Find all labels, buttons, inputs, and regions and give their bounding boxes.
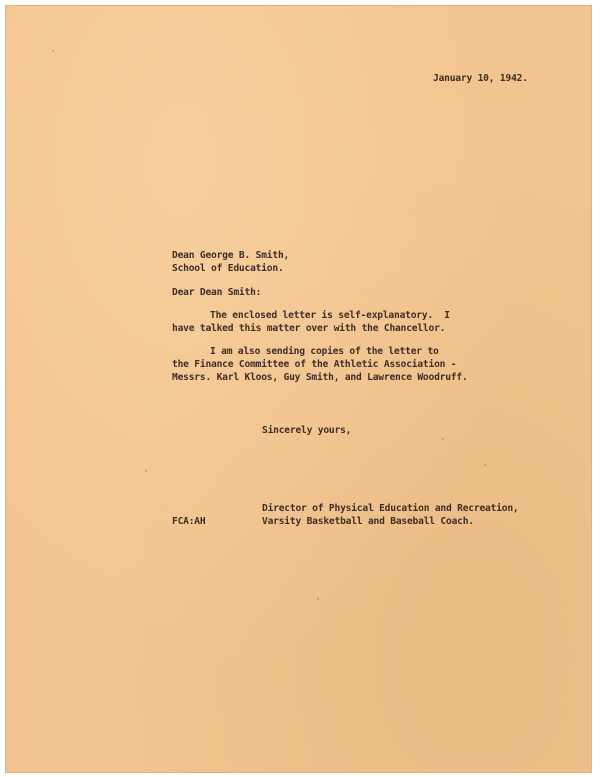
paper-speck	[484, 464, 486, 466]
letter-date: January 10, 1942.	[433, 73, 528, 84]
paper-speck	[442, 438, 444, 440]
signature-title-line-2: Varsity Basketball and Baseball Coach.	[262, 516, 474, 527]
paragraph-2-line-1: I am also sending copies of the letter to	[210, 346, 439, 357]
letter-page	[6, 6, 591, 772]
paper-speck	[317, 598, 319, 600]
salutation: Dear Dean Smith:	[172, 287, 262, 298]
recipient-school: School of Education.	[172, 263, 284, 274]
paragraph-2-line-3: Messrs. Karl Kloos, Guy Smith, and Lawrence Woodruff.	[172, 372, 468, 383]
typist-initials: FCA:AH	[172, 516, 206, 527]
paper-speck	[52, 50, 54, 52]
paragraph-1-line-1: The enclosed letter is self-explanatory. I	[210, 310, 450, 321]
recipient-name: Dean George B. Smith,	[172, 250, 290, 261]
signature-title-line-1: Director of Physical Education and Recreation,	[262, 503, 519, 514]
paragraph-2-line-2: the Finance Committee of the Athletic Association -	[172, 359, 457, 370]
paragraph-1-line-2: have talked this matter over with the Chancellor.	[172, 323, 446, 334]
closing: Sincerely yours,	[262, 425, 352, 436]
paper-speck	[145, 470, 147, 472]
